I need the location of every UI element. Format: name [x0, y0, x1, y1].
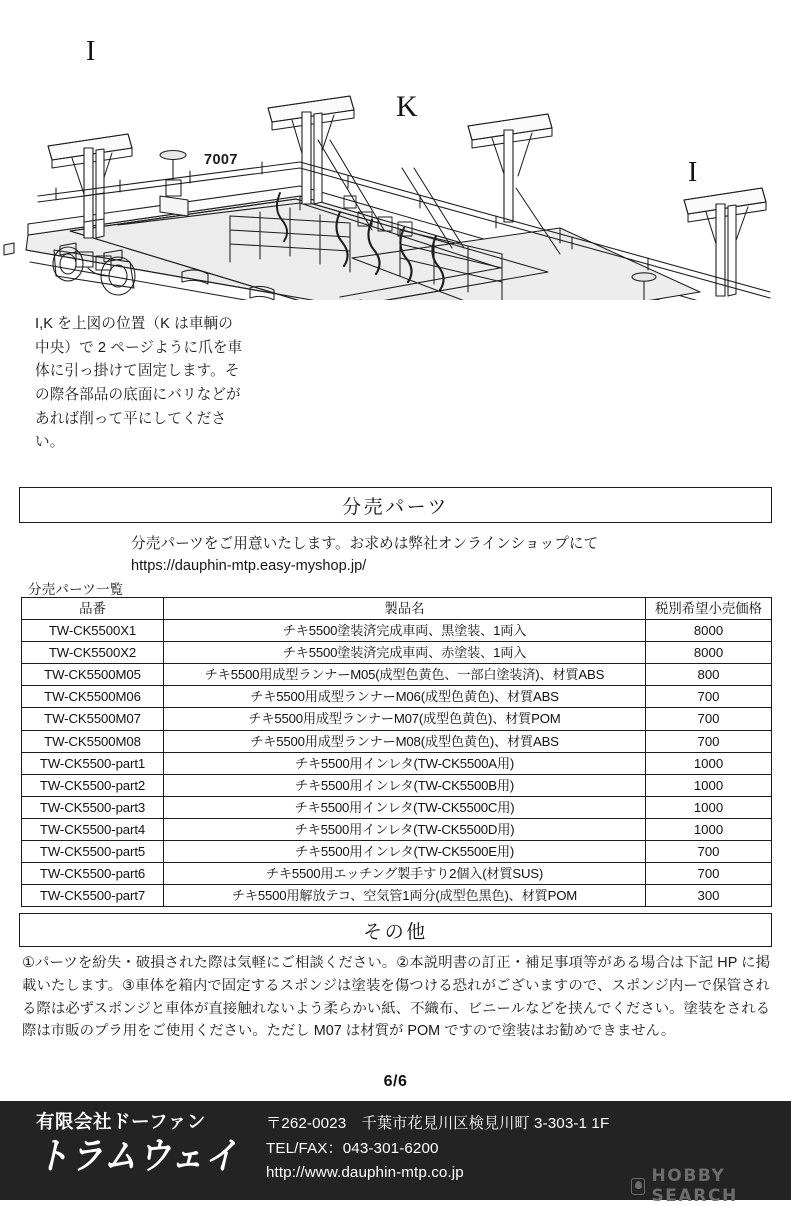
cell-product-name: チキ5500用解放テコ、空気管1両分(成型色黒色)、材質POM [164, 885, 646, 907]
cell-product-code: TW-CK5500-part3 [22, 796, 164, 818]
company-name: 有限会社ドーファン [36, 1111, 206, 1132]
table-row [22, 796, 772, 818]
other-section-notes: ①パーツを紛失・破損された際は気軽にご相談ください。②本説明書の訂正・補足事項等がある場合は下記 HP に掲載いたします。③車体を箱内で固定するスポンジは塗装を傷つける恐れがございますので、スポンジ内ーで保管される際は必ずスポンジと車体が直接触れないよう柔らかい紙、不織布、ビニールなどを挟んでください。塗装をされる際は市販のプラ用をご使用ください。ただし M07 は材質が POM ですので塗装はお勧めできません。 [22, 955, 770, 1040]
parts-list-caption: 分売パーツ一覧 [28, 582, 124, 597]
cell-product-name: チキ5500塗装済完成車両、黒塗装、1両入 [164, 620, 646, 642]
cell-product-code: TW-CK5500M08 [22, 730, 164, 752]
header-price: 税別希望小売価格 [646, 598, 772, 620]
cell-price: 8000 [646, 620, 772, 642]
cell-product-name: チキ5500塗装済完成車両、赤塗装、1両入 [164, 642, 646, 664]
cell-price: 1000 [646, 796, 772, 818]
cell-product-name: チキ5500用インレタ(TW-CK5500C用) [164, 796, 646, 818]
cell-price: 800 [646, 664, 772, 686]
cell-product-name: チキ5500用成型ランナーM06(成型色黄色)、材質ABS [164, 686, 646, 708]
cell-product-code: TW-CK5500-part6 [22, 863, 164, 885]
cell-price: 700 [646, 730, 772, 752]
cell-product-code: TW-CK5500X2 [22, 642, 164, 664]
table-row [22, 664, 772, 686]
cell-product-name: チキ5500用エッチング製手すり2個入(材質SUS) [164, 863, 646, 885]
table-row [22, 863, 772, 885]
drawing-marker-center: K [396, 90, 418, 123]
cell-price: 1000 [646, 818, 772, 840]
cell-price: 700 [646, 708, 772, 730]
table-row [22, 620, 772, 642]
hobby-search-watermark [631, 1166, 791, 1206]
cell-price: 700 [646, 863, 772, 885]
drawing-marker-left: I [86, 36, 96, 67]
table-row [22, 708, 772, 730]
other-section-title: その他 [363, 921, 428, 943]
company-logo [36, 1111, 251, 1176]
cell-price: 300 [646, 885, 772, 907]
cell-product-code: TW-CK5500X1 [22, 620, 164, 642]
cell-product-code: TW-CK5500-part5 [22, 841, 164, 863]
cell-product-name: チキ5500用インレタ(TW-CK5500E用) [164, 841, 646, 863]
car-number-label: 7007 [204, 152, 238, 168]
cell-product-name: チキ5500用成型ランナーM05(成型色黄色、一部白塗装済)、材質ABS [164, 664, 646, 686]
postal-address: 〒262-0023 千葉市花見川区検見川町 3-303-1 1F [266, 1115, 610, 1132]
hobby-search-badge-icon [631, 1178, 645, 1195]
cell-price: 1000 [646, 774, 772, 796]
footer-contact-info [266, 1112, 609, 1186]
brand-name: トラムウェイ [36, 1134, 239, 1176]
table-row [22, 841, 772, 863]
table-row [22, 686, 772, 708]
cell-product-code: TW-CK5500-part1 [22, 752, 164, 774]
hobby-search-label: HOBBY SEARCH [651, 1166, 738, 1206]
cell-product-name: チキ5500用インレタ(TW-CK5500A用) [164, 752, 646, 774]
parts-section-title: 分売パーツ [342, 496, 449, 518]
table-row [22, 752, 772, 774]
drawing-marker-right: I [688, 157, 698, 188]
cell-price: 700 [646, 841, 772, 863]
cell-product-name: チキ5500用インレタ(TW-CK5500B用) [164, 774, 646, 796]
table-row [22, 730, 772, 752]
cell-product-name: チキ5500用インレタ(TW-CK5500D用) [164, 818, 646, 840]
page-number: 6/6 [383, 1073, 408, 1090]
other-section-header [19, 913, 772, 947]
flatcar-illustration [0, 0, 791, 300]
cell-product-code: TW-CK5500M06 [22, 686, 164, 708]
tel-fax: TEL/FAX：043-301-6200 [266, 1139, 439, 1157]
parts-intro-text [131, 533, 598, 577]
cell-product-code: TW-CK5500-part2 [22, 774, 164, 796]
header-name: 製品名 [164, 598, 646, 620]
header-code: 品番 [22, 598, 164, 620]
company-website[interactable]: http://www.dauphin-mtp.co.jp [266, 1164, 464, 1182]
table-row [22, 642, 772, 664]
technical-drawing [0, 0, 791, 300]
table-row [22, 818, 772, 840]
online-shop-url[interactable]: https://dauphin-mtp.easy-myshop.jp/ [131, 558, 367, 575]
table-row [22, 774, 772, 796]
cell-product-code: TW-CK5500M05 [22, 664, 164, 686]
cell-price: 8000 [646, 642, 772, 664]
cell-product-name: チキ5500用成型ランナーM08(成型色黄色)、材質ABS [164, 730, 646, 752]
parts-table [21, 597, 772, 907]
parts-section-header [19, 487, 772, 523]
table-header-row [22, 598, 772, 620]
cell-product-name: チキ5500用成型ランナーM07(成型色黄色)、材質POM [164, 708, 646, 730]
cell-product-code: TW-CK5500-part7 [22, 885, 164, 907]
drawing-caption: I,K を上図の位置（K は車輌の中央）で 2 ページように爪を車体に引っ掛けて固定します。その際各部品の底面にバリなどがあれば削って平にしてください。 [35, 316, 243, 451]
cell-product-code: TW-CK5500M07 [22, 708, 164, 730]
parts-intro-line: 分売パーツをご用意いたします。お求めは弊社オンラインショップにて [131, 536, 599, 552]
cell-price: 700 [646, 686, 772, 708]
cell-price: 1000 [646, 752, 772, 774]
table-row [22, 885, 772, 907]
cell-product-code: TW-CK5500-part4 [22, 818, 164, 840]
